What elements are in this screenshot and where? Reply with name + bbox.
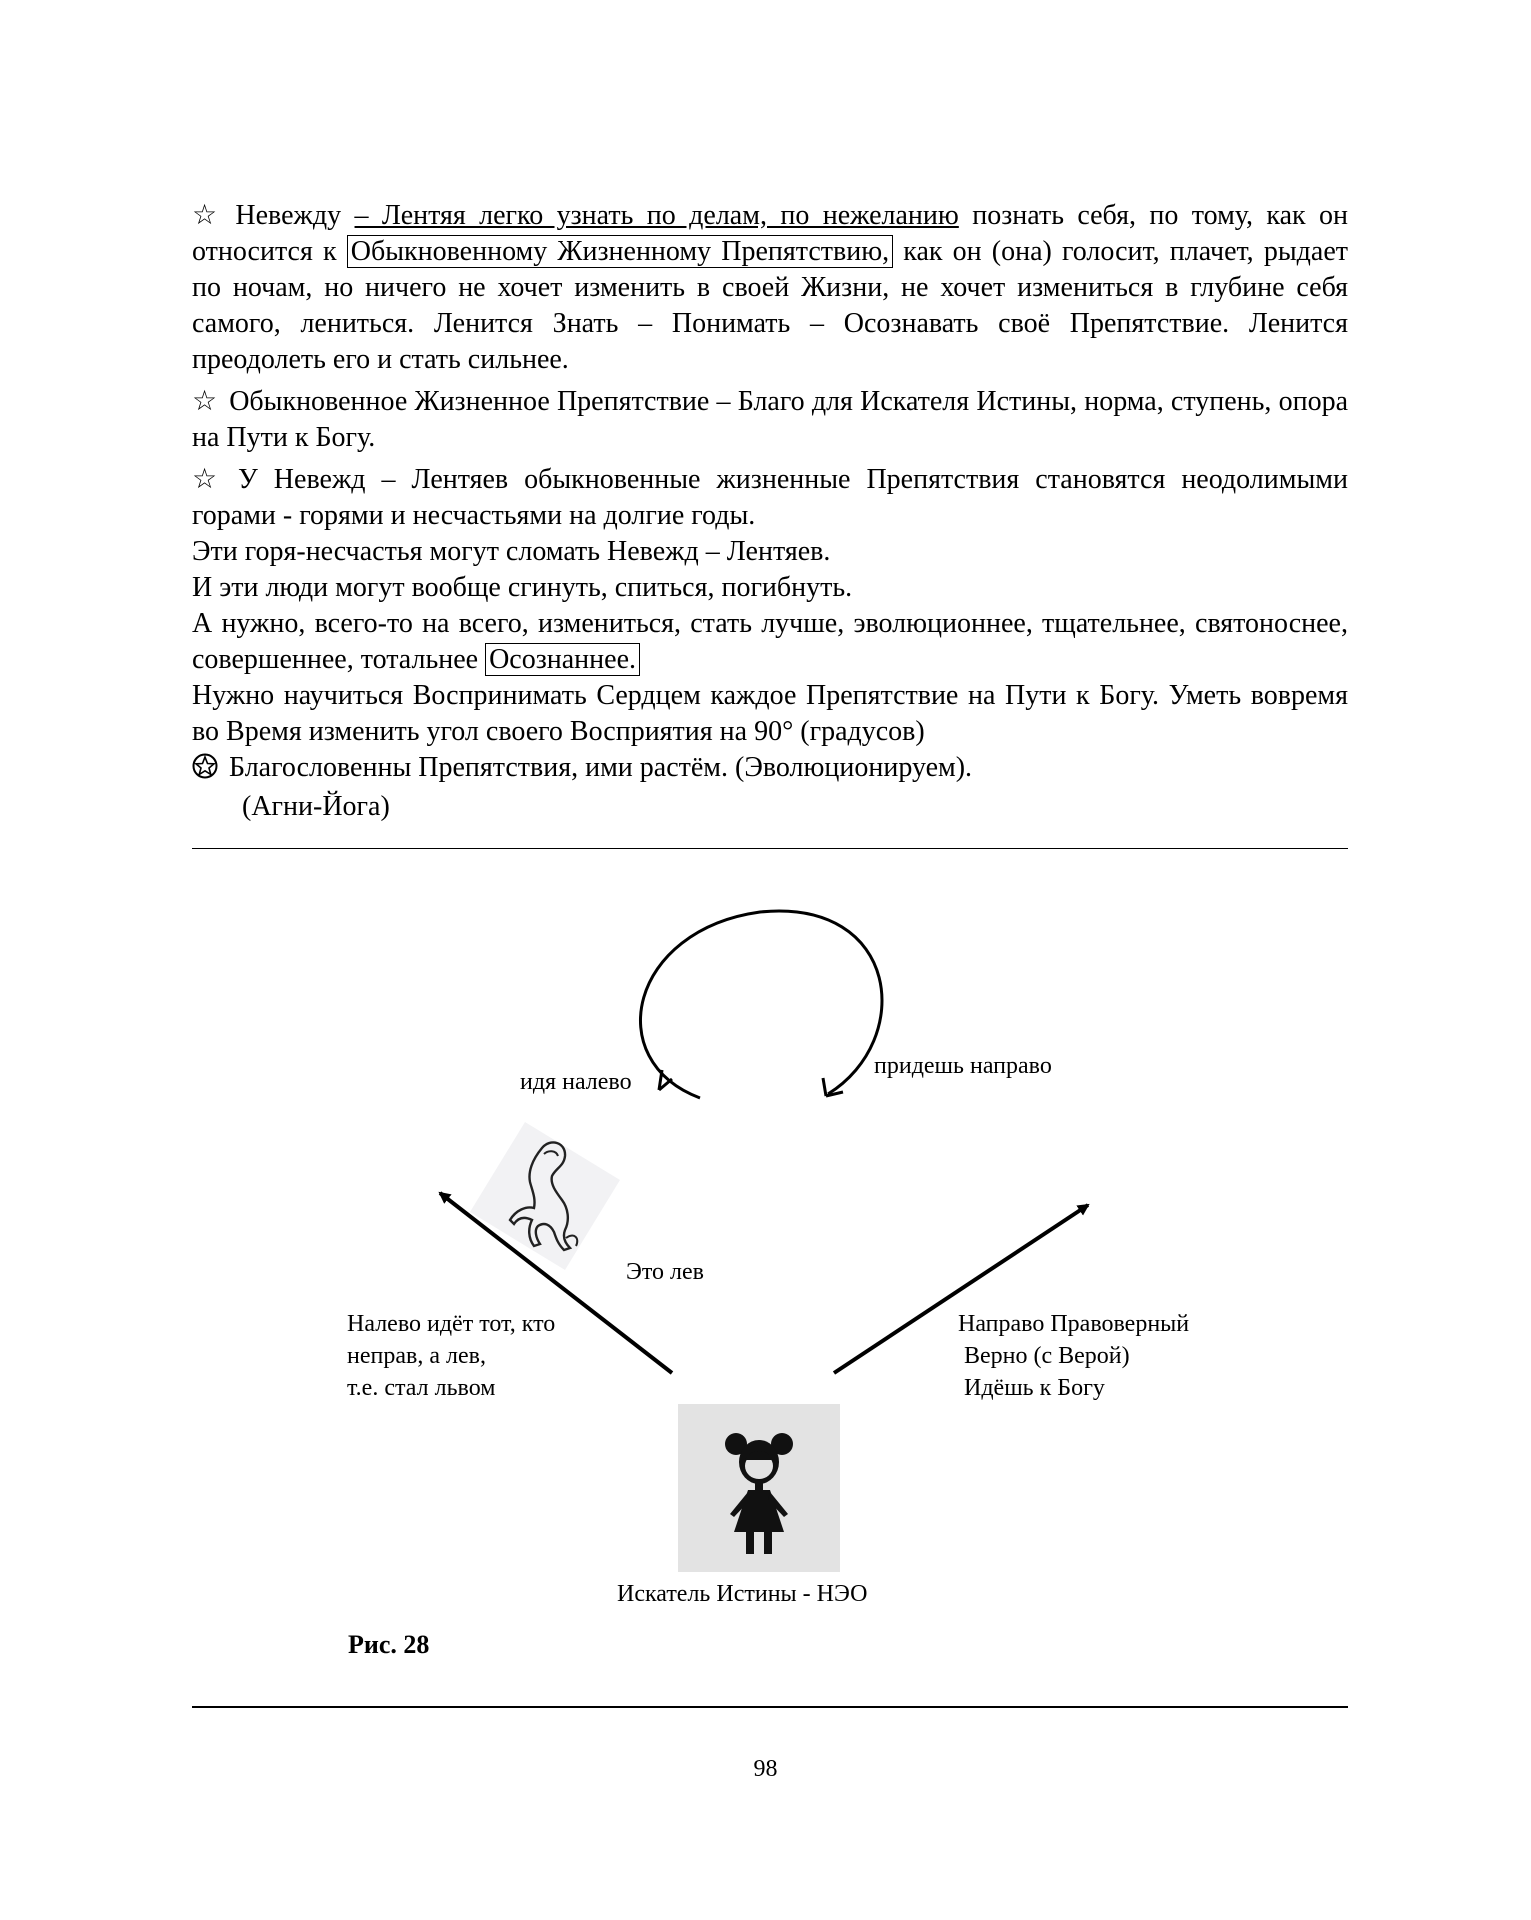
p6-text: А нужно, всего-то на всего, измениться, стать лучше, эволюционнее, тщательнее, святоноснее, совершеннее, тотальнее — [192, 608, 1348, 675]
star-icon: ☆ — [192, 386, 218, 417]
right-path-text: Направо Правоверный Верно (с Верой) Идёшь к Богу — [958, 1311, 1190, 1401]
body-text — [192, 198, 1348, 825]
figure-caption: Рис. 28 — [348, 1630, 430, 1659]
star-icon: ☆ — [192, 464, 218, 495]
divider-bottom — [192, 1706, 1348, 1708]
p1-lead: Невежду — [222, 200, 355, 231]
p8-text: Благословенны Препятствия, ими растём. (Эволюционируем). — [222, 752, 973, 783]
lion-image — [470, 1120, 620, 1270]
paragraph-9-source: (Агни-Йога) — [242, 791, 390, 822]
paragraph-8 — [192, 750, 1348, 789]
p1-underlined: – Лентяя легко узнать по делам, по нежеланию — [354, 200, 959, 231]
seeker-label: Искатель Истины - НЭО — [617, 1581, 868, 1607]
smiley-icon — [192, 753, 222, 789]
paragraph-2 — [192, 384, 1348, 456]
paragraph-7: Нужно научиться Воспринимать Сердцем каждое Препятствие на Пути к Богу. Уметь вовремя во Время изменить угол своего Восприятия на 90° (градусов) — [192, 680, 1348, 747]
p3-text: У Невежд – Лентяев обыкновенные жизненные Препятствия становятся неодолимыми горами - горями и несчастьями на долгие годы. — [192, 464, 1348, 531]
paragraph-5: И эти люди могут вообще сгинуть, спиться, погибнуть. — [192, 572, 853, 603]
paragraph-3 — [192, 462, 1348, 534]
loop-arc — [640, 911, 882, 1098]
right-arc-label: придешь направо — [874, 1053, 1052, 1079]
p1-boxed-term: Обыкновенному Жизненному Препятствию, — [347, 235, 893, 268]
p2-text: Обыкновенное Жизненное Препятствие – Благо для Искателя Истины, норма, ступень, опора на Пути к Богу. — [192, 386, 1348, 453]
p1-mid: познать себя, по тому, как он относится к — [192, 200, 1348, 267]
p6-boxed-term: Осознаннее. — [485, 643, 640, 676]
seeker-image — [678, 1404, 840, 1572]
paragraph-6 — [192, 606, 1348, 678]
left-path-text: Налево идёт тот, кто неправ, а лев, т.е. стал львом — [347, 1311, 556, 1401]
lion-label: Это лев — [626, 1259, 704, 1285]
divider-top — [192, 848, 1348, 849]
star-icon: ☆ — [192, 200, 218, 231]
paragraph-1 — [192, 198, 1348, 378]
left-arc-arrowhead — [659, 1070, 672, 1090]
p1-tail: как он (она) голосит, плачет, рыдает по ночам, но ничего не хочет изменить в своей Жизни, не хочет измениться в глубине себя самого, лениться. Ленится Знать – Понимать – Осознавать своё Препятствие. Ленится преодолеть его и стать сильнее. — [192, 236, 1348, 375]
page-number: 98 — [753, 1756, 778, 1782]
left-arc-label: идя налево — [520, 1069, 632, 1095]
paragraph-4: Эти горя-несчастья могут сломать Невежд – Лентяев. — [192, 536, 831, 567]
